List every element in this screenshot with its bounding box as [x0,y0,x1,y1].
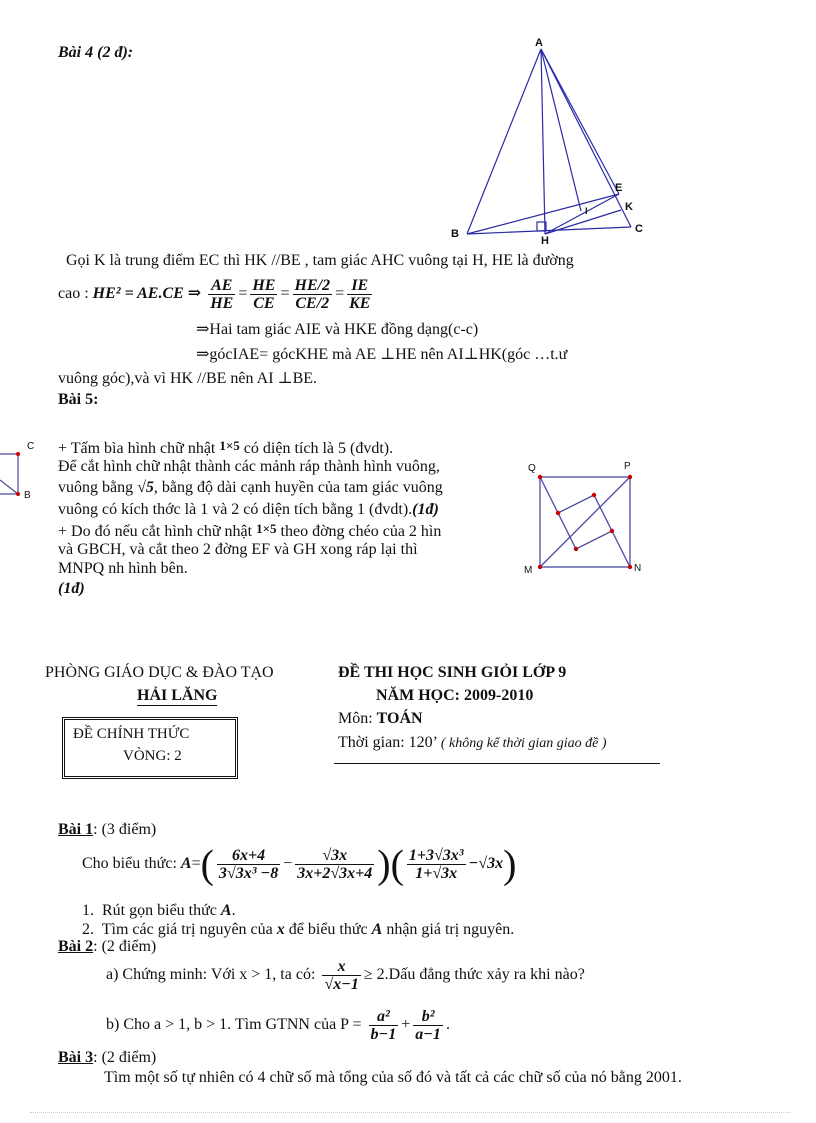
bai4-line2-eq: HE² = AE.CE ⇒ [92,285,202,302]
org-line1: PHÒNG GIÁO DỤC & ĐÀO TẠO [45,664,274,681]
bai2-heading: Bài 2: (2 điểm) [58,938,157,955]
header-divider [334,763,660,764]
bai4-line2-prefix: cao : [58,285,89,302]
exam-title: ĐỀ THI HỌC SINH GIỎI LỚP 9 [338,664,567,681]
triangle-figure [445,34,655,249]
label-A: A [535,37,543,49]
bai5-score: (1đ) [58,580,85,597]
page-footer-rule [30,1112,790,1113]
bai5-line4: vuông có kích thớc là 1 và 2 có diện tích bằng 1 (đvdt).(1đ) [58,501,439,518]
bai5-line5: + Do đó nếu cắt hình chữ nhật 1×5 theo đờng chéo của 2 hìn [58,521,442,540]
label-E: E [615,182,623,194]
label-M: M [524,565,533,576]
bai1-q2: 2. Tìm các giá trị nguyên của x để biểu thức A nhận giá trị nguyên. [82,921,515,938]
official-box-line2: VÒNG: 2 [123,748,182,764]
bai4-heading: Bài 4 (2 đ): [58,44,134,61]
bai2-b-frac1: $\frac{\text{a²}}{b-1}$ [370,1007,397,1043]
bai4-line2: cao : HE² = AE.CE ⇒ $\frac{AE}{HE}$ = $\frac{HE}{CE}$ = $\frac{HE/2}{CE/2}$ = $\frac{IE}{KE}$ [58,276,371,312]
bai1-frac2: $\frac{√3x}{3x+2√3x+4}$ [297,846,373,882]
bai2-a: a) Chứng minh: Với x > 1, ta có: $\frac{x}{√x-1}$ ≥ 2.Dấu đẳng thức xảy ra khi nào? [106,957,585,993]
bai2-b: b) Cho a > 1, b > 1. Tìm GTNN của P = $\frac{\text{a²}}{b-1}$ + $\frac{\text{b²}}{a-1}$ . [106,1007,450,1043]
frac-he2-ce2: $\frac{HE/2}{CE/2}$ [294,276,331,312]
official-box [62,717,238,779]
bai3-text: Tìm một số tự nhiên có 4 chữ số mà tổng của số đó và tất cả các chữ số của nó bằng 2001. [104,1069,682,1086]
label-Q: Q [528,463,536,474]
bai4-line4: ⇒gócIAE= gócKHE mà AE ⊥HE nên AI⊥HK(góc …t.ư [196,346,568,363]
label-B: B [451,228,459,240]
bai1-frac1: $\frac{6x+4}{\text{3√3x³ −8}}$ [218,846,279,882]
label-B-left: B [24,490,31,500]
frac-ie-ke: $\frac{IE}{KE}$ [349,276,371,312]
label-C: C [635,223,643,235]
bai4-line1: Gọi K là trung điểm EC thì HK //BE , tam giác AHC vuông tại H, HE là đường [66,252,574,269]
bai1-frac3: $\frac{\text{1+3√3x³}}{1+√3x}$ [408,846,464,882]
bai4-line3: ⇒Hai tam giác AIE và HKE đồng dạng(c-c) [196,321,479,338]
bai2-b-frac2: $\frac{\text{b²}}{a-1}$ [415,1007,441,1043]
bai5-line3: vuông bằng √5, bằng độ dài cạnh huyền của tam giác vuông [58,479,443,496]
subject-line: Môn: TOÁN [338,710,423,727]
bai5-line6: và GBCH, và cắt theo 2 đờng EF và GH xong ráp lại thì [58,541,418,558]
label-P: P [624,461,631,472]
time-line: Thời gian: 120’ ( không kể thời gian giao đề ) [338,734,607,751]
bai2-a-frac: $\frac{x}{√x-1}$ [324,957,359,993]
label-C-left: C [27,441,35,452]
square-figure [520,455,650,580]
label-I: I [585,206,588,216]
label-H: H [541,235,549,247]
bai5-heading: Bài 5: [58,391,99,408]
bai4-line5: vuông góc),và vì HK //BE nên AI ⊥BE. [58,370,318,387]
bai5-line7: MNPQ nh hình bên. [58,560,188,577]
bai1-q1: 1. Rút gọn biểu thức A. [82,902,236,919]
org-line2: HẢI LĂNG [137,687,218,704]
frac-he-ce: $\frac{HE}{CE}$ [252,276,276,312]
bai1-expression: Cho biểu thức: A=( $\frac{6x+4}{\text{3√3x³ −8}}$ − $\frac{√3x}{3x+2√3x+4}$ )( $\frac{\text{1+3√3x³}}{1+√3x}$ −√3x) [82,841,517,887]
label-K: K [625,201,633,213]
official-box-line1: ĐỀ CHÍNH THỨC [73,726,190,742]
bai1-heading: Bài 1: (3 điểm) [58,821,157,838]
bai3-heading: Bài 3: (2 điểm) [58,1049,157,1066]
bai1-intro: Cho biểu thức: [82,855,177,872]
bai5-line2: Để cắt hình chữ nhật thành các mảnh ráp thành hình vuông, [58,458,440,475]
left-edge-figure [0,440,40,500]
frac-ae-he: $\frac{AE}{HE}$ [210,276,234,312]
bai5-line1: + Tấm bìa hình chữ nhật 1×5 có diện tích là 5 (đvdt). [58,438,394,457]
label-N: N [634,563,642,574]
school-year: NĂM HỌC: 2009-2010 [376,687,534,704]
